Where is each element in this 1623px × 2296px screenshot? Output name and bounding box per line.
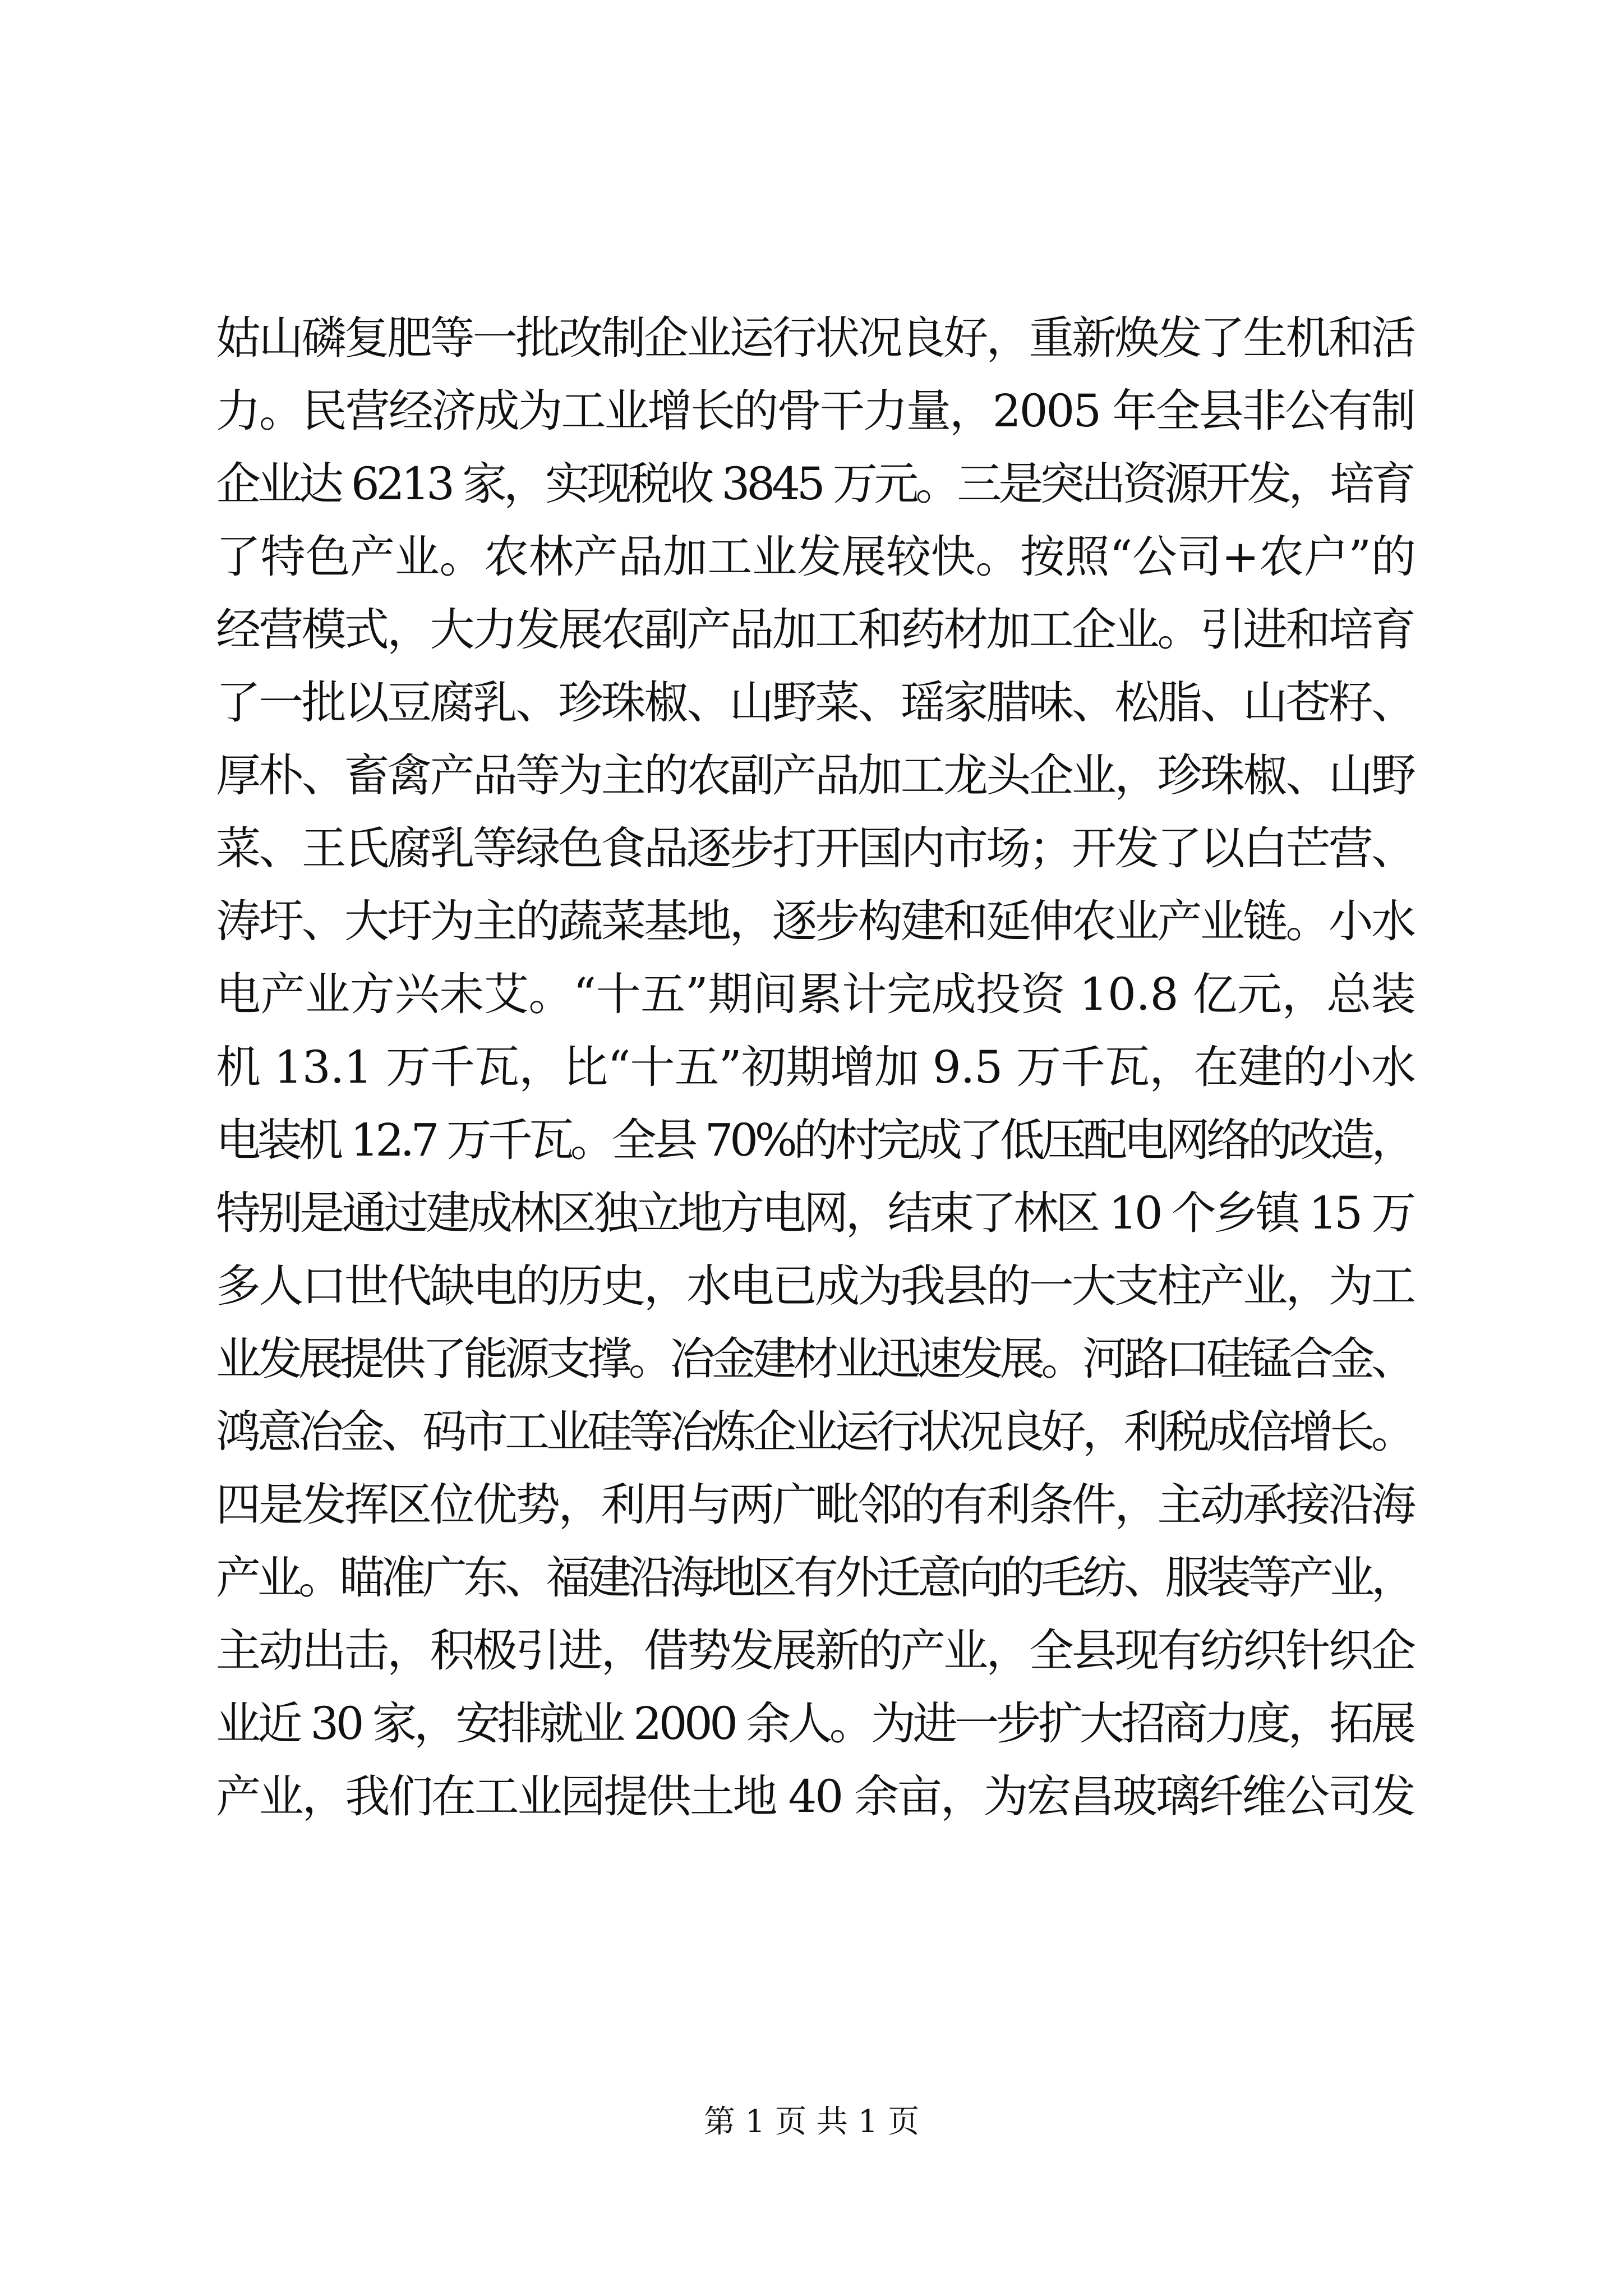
text-line: 涛圩、大圩为主的蔬菜基地，逐步构建和延伸农业产业链。小水	[216, 895, 1414, 947]
text-line: 菜、王氏腐乳等绿色食品逐步打开国内市场；开发了以白芒营、	[216, 822, 1414, 875]
page-footer: 第 1 页 共 1 页	[703, 2104, 920, 2140]
text-line: 力。民营经济成为工业增长的骨干力量，2005 年全县非公有制	[216, 385, 1414, 437]
text-line: 产业。瞄准广东、福建沿海地区有外迁意向的毛纺、服装等产业，	[216, 1552, 1413, 1604]
text-line: 多人口世代缺电的历史，水电已成为我县的一大支柱产业，为工	[216, 1260, 1414, 1312]
text-line: 了一批以豆腐乳、珍珠椒、山野菜、瑶家腊味、松脂、山苍籽、	[216, 677, 1414, 729]
text-line: 机 13.1 万千瓦，比“十五”初期增加 9.5 万千瓦，在建的小水	[216, 1041, 1415, 1093]
text-line: 经营模式，大力发展农副产品加工和药材加工企业。引进和培育	[216, 604, 1414, 656]
text-line: 电产业方兴未艾。“十五”期间累计完成投资 10.8 亿元，总装	[216, 968, 1416, 1020]
text-line: 了特色产业。农林产品加工业发展较快。按照“公司+农户”的	[216, 531, 1416, 583]
text-line: 业近 30 家，安排就业 2000 余人。为进一步扩大招商力度，拓展	[216, 1697, 1413, 1750]
body-text	[216, 302, 1416, 1833]
text-line: 电装机 12.7 万千瓦。全县 70%的村完成了低压配电网络的改造，	[216, 1114, 1413, 1166]
text-line: 企业达 6213 家，实现税收 3845 万元。三是突出资源开发，培育	[216, 458, 1413, 510]
text-line: 主动出击，积极引进，借势发展新的产业，全县现有纺织针织企	[216, 1625, 1414, 1677]
text-line: 业发展提供了能源支撑。冶金建材业迅速发展。河路口硅锰合金、	[216, 1333, 1413, 1385]
text-line: 四是发挥区位优势，利用与两广毗邻的有利条件，主动承接沿海	[216, 1479, 1414, 1531]
text-line: 特别是通过建成林区独立地方电网，结束了林区 10 个乡镇 15 万	[216, 1187, 1414, 1239]
text-line: 姑山磷复肥等一批改制企业运行状况良好，重新焕发了生机和活	[216, 312, 1414, 364]
text-line: 厚朴、畜禽产品等为主的农副产品加工龙头企业，珍珠椒、山野	[216, 749, 1414, 802]
text-line: 产业，我们在工业园提供土地 40 余亩，为宏昌玻璃纤维公司发	[216, 1770, 1414, 1823]
text-line: 鸿意冶金、码市工业硅等冶炼企业运行状况良好，利税成倍增长。	[216, 1406, 1413, 1458]
